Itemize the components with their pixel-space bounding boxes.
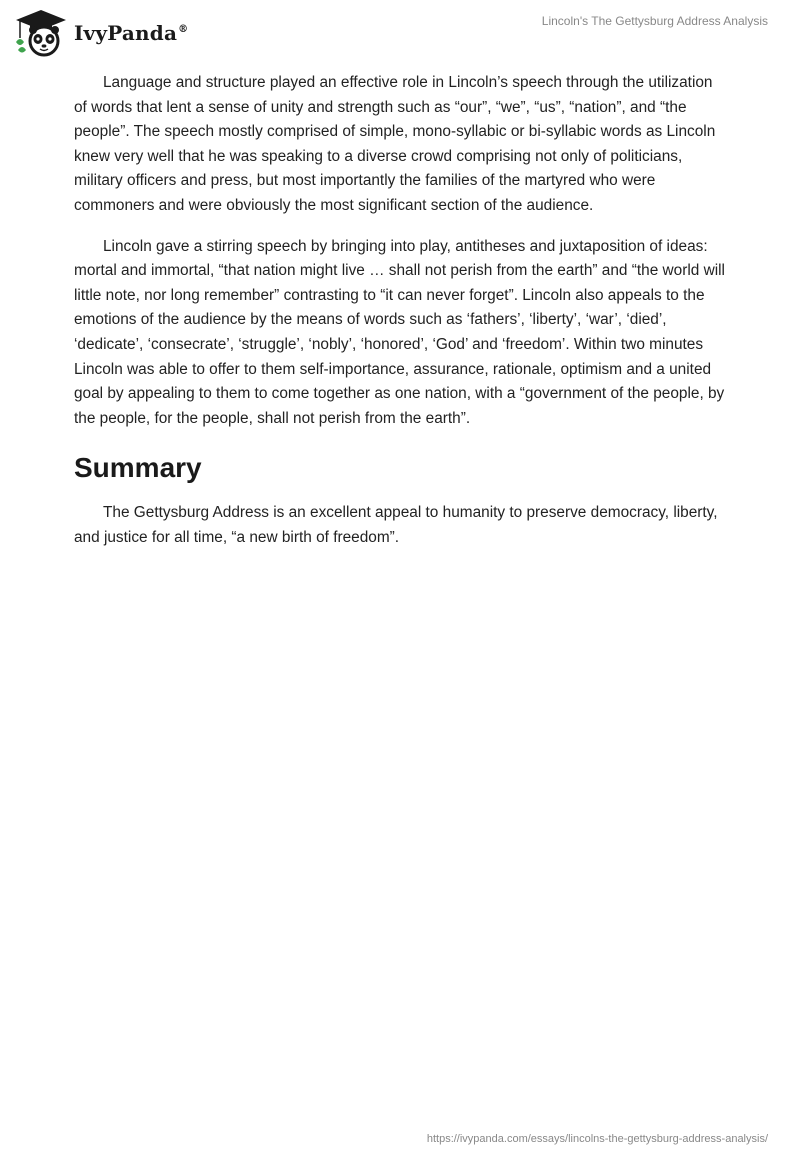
source-url-link[interactable]: https://ivypanda.com/essays/lincolns-the-gettysburg-address-analysis/ <box>426 1133 768 1145</box>
essay-content <box>74 71 728 567</box>
brand-name <box>74 21 188 45</box>
summary-paragraph: The Gettysburg Address is an excellent appeal to humanity to preserve democracy, liberty, and justice for all time, “a new birth of freedom”. <box>74 504 718 546</box>
document-title: Lincoln's The Gettysburg Address Analysis <box>541 14 768 28</box>
paragraph-language-structure: Language and structure played an effective role in Lincoln’s speech through the utilization of words that lent a sense of unity and strength such as “our”, “we”, “us”, “nation”, and “the people”. The speech mostly comprised of simple, mono-syllabic or bi-syllabic words as Lincoln knew very well that he was speaking to a diverse crowd comprising not only of politicians, military officers and press, but most importantly the families of the martyred who were commoners and were obviously the most significant section of the audience. <box>74 74 716 214</box>
panda-graduate-icon <box>14 8 68 58</box>
page-header <box>0 0 800 60</box>
summary-heading: Summary <box>74 452 202 484</box>
ivypanda-logo[interactable] <box>14 8 188 58</box>
registered-mark: ® <box>178 24 189 36</box>
paragraph-stirring-speech: Lincoln gave a stirring speech by bringing into play, antitheses and juxtaposition of ideas: mortal and immortal, “that nation might live … shall not perish from the earth” and “the world will little note, nor long remember” contrasting to “it can never forget”. Lincoln also appeals to the emotions of the audience by the means of words such as ‘fathers’, ‘liberty’, ‘war’, ‘died’, ‘dedicate’, ‘consecrate’, ‘struggle’, ‘nobly’, ‘honored’, ‘God’ and ‘freedom’. Within two minutes Lincoln was able to offer to them self-importance, assurance, rationale, optimism and a united goal by appealing to them to come together as one nation, with a “government of the people, by the people, for the people, shall not perish from the earth”. <box>74 237 725 427</box>
brand-text: IvyPanda <box>74 21 178 45</box>
